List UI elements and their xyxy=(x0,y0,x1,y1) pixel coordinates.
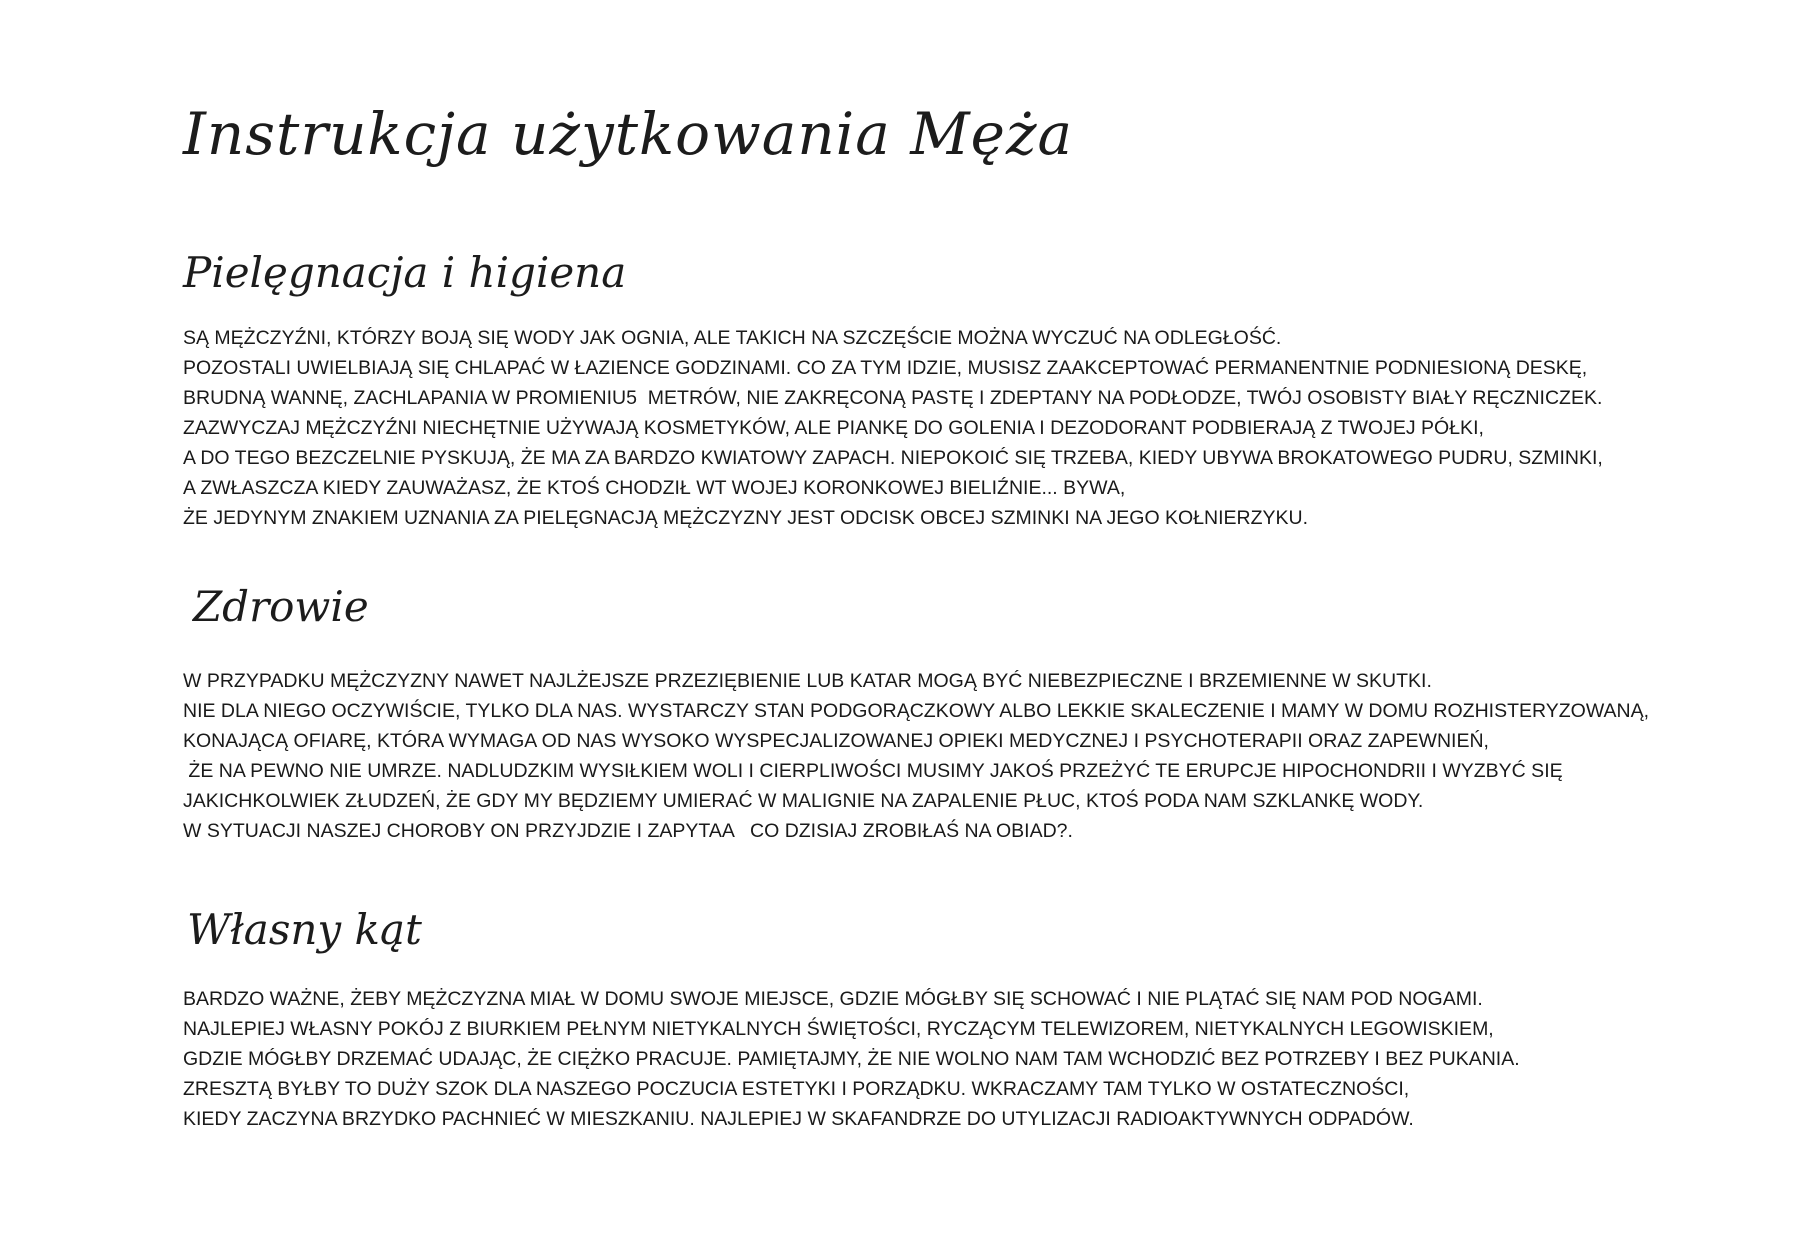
paragraph-line: NIE DLA NIEGO OCZYWIŚCIE, TYLKO DLA NAS. WYSTARCZY STAN PODGORĄCZKOWY ALBO LEKKIE SKALECZENIE I MAMY W DOMU ROZHISTERYZOWANĄ, xyxy=(183,700,1650,722)
section-heading-zdrowie: Zdrowie xyxy=(193,582,369,631)
paragraph-line: NAJLEPIEJ WŁASNY POKÓJ Z BIURKIEM PEŁNYM NIETYKALNYCH ŚWIĘTOŚCI, RYCZĄCYM TELEWIZOREM, NIETYKALNYCH LEGOWISKIEM, xyxy=(183,1018,1494,1040)
paragraph-line: JAKICHKOLWIEK ZŁUDZEŃ, ŻE GDY MY BĘDZIEMY UMIERAĆ W MALIGNIE NA ZAPALENIE PŁUC, KTOŚ PODA NAM SZKLANKĘ WODY. xyxy=(183,790,1424,812)
paragraph-line: W SYTUACJI NASZEJ CHOROBY ON PRZYJDZIE I ZAPYTAA CO DZISIAJ ZROBIŁAŚ NA OBIAD?. xyxy=(183,820,1073,842)
paragraph-line: SĄ MĘŻCZYŹNI, KTÓRZY BOJĄ SIĘ WODY JAK OGNIA, ALE TAKICH NA SZCZĘŚCIE MOŻNA WYCZUĆ NA ODLEGŁOŚĆ. xyxy=(183,327,1282,349)
document-title: Instrukcja użytkowania Męża xyxy=(183,100,1074,168)
paragraph-line: ŻE NA PEWNO NIE UMRZE. NADLUDZKIM WYSIŁKIEM WOLI I CIERPLIWOŚCI MUSIMY JAKOŚ PRZEŻYĆ TE ERUPCJE HIPOCHONDRII I WYZBYĆ SIĘ xyxy=(183,760,1563,782)
section-body-zdrowie xyxy=(183,666,1783,846)
paragraph-line: BRUDNĄ WANNĘ, ZACHLAPANIA W PROMIENIU5 METRÓW, NIE ZAKRĘCONĄ PASTĘ I ZDEPTANY NA PODŁODZE, TWÓJ OSOBISTY BIAŁY RĘCZNICZEK. xyxy=(183,387,1603,409)
paragraph-line: ŻE JEDYNYM ZNAKIEM UZNANIA ZA PIELĘGNACJĄ MĘŻCZYZNY JEST ODCISK OBCEJ SZMINKI NA JEGO KOŁNIERZYKU. xyxy=(183,507,1309,529)
section-heading-wlasny-kat: Własny kąt xyxy=(187,905,422,954)
paragraph-line: BARDZO WAŻNE, ŻEBY MĘŻCZYZNA MIAŁ W DOMU SWOJE MIEJSCE, GDZIE MÓGŁBY SIĘ SCHOWAĆ I NIE PLĄTAĆ SIĘ NAM POD NOGAMI. xyxy=(183,988,1483,1010)
paragraph-line: ZRESZTĄ BYŁBY TO DUŻY SZOK DLA NASZEGO POCZUCIA ESTETYKI I PORZĄDKU. WKRACZAMY TAM TYLKO W OSTATECZNOŚCI, xyxy=(183,1078,1410,1100)
paragraph-line: GDZIE MÓGŁBY DRZEMAĆ UDAJĄC, ŻE CIĘŻKO PRACUJE. PAMIĘTAJMY, ŻE NIE WOLNO NAM TAM WCHODZIĆ BEZ POTRZEBY I BEZ PUKANIA. xyxy=(183,1048,1520,1070)
section-body-pielegnacja xyxy=(183,323,1783,533)
paragraph-line: POZOSTALI UWIELBIAJĄ SIĘ CHLAPAĆ W ŁAZIENCE GODZINAMI. CO ZA TYM IDZIE, MUSISZ ZAAKCEPTOWAĆ PERMANENTNIE PODNIESIONĄ DESKĘ, xyxy=(183,357,1588,379)
paragraph-line: KONAJĄCĄ OFIARĘ, KTÓRA WYMAGA OD NAS WYSOKO WYSPECJALIZOWANEJ OPIEKI MEDYCZNEJ I PSYCHOTERAPII ORAZ ZAPEWNIEŃ, xyxy=(183,730,1489,752)
paragraph-line: ZAZWYCZAJ MĘŻCZYŹNI NIECHĘTNIE UŻYWAJĄ KOSMETYKÓW, ALE PIANKĘ DO GOLENIA I DEZODORANT PODBIERAJĄ Z TWOJEJ PÓŁKI, xyxy=(183,417,1484,439)
paragraph-line: KIEDY ZACZYNA BRZYDKO PACHNIEĆ W MIESZKANIU. NAJLEPIEJ W SKAFANDRZE DO UTYLIZACJI RADIOAKTYWNYCH ODPADÓW. xyxy=(183,1108,1414,1130)
paragraph-line: A DO TEGO BEZCZELNIE PYSKUJĄ, ŻE MA ZA BARDZO KWIATOWY ZAPACH. NIEPOKOIĆ SIĘ TRZEBA, KIEDY UBYWA BROKATOWEGO PUDRU, SZMINKI, xyxy=(183,447,1603,469)
paragraph-line: W PRZYPADKU MĘŻCZYZNY NAWET NAJLŻEJSZE PRZEZIĘBIENIE LUB KATAR MOGĄ BYĆ NIEBEZPIECZNE I BRZEMIENNE W SKUTKI. xyxy=(183,670,1432,692)
paragraph-line: A ZWŁASZCZA KIEDY ZAUWAŻASZ, ŻE KTOŚ CHODZIŁ WT WOJEJ KORONKOWEJ BIELIŹNIE... BYWA, xyxy=(183,477,1126,499)
section-heading-pielegnacja: Pielęgnacja i higiena xyxy=(183,248,627,297)
section-body-wlasny-kat xyxy=(183,984,1783,1134)
